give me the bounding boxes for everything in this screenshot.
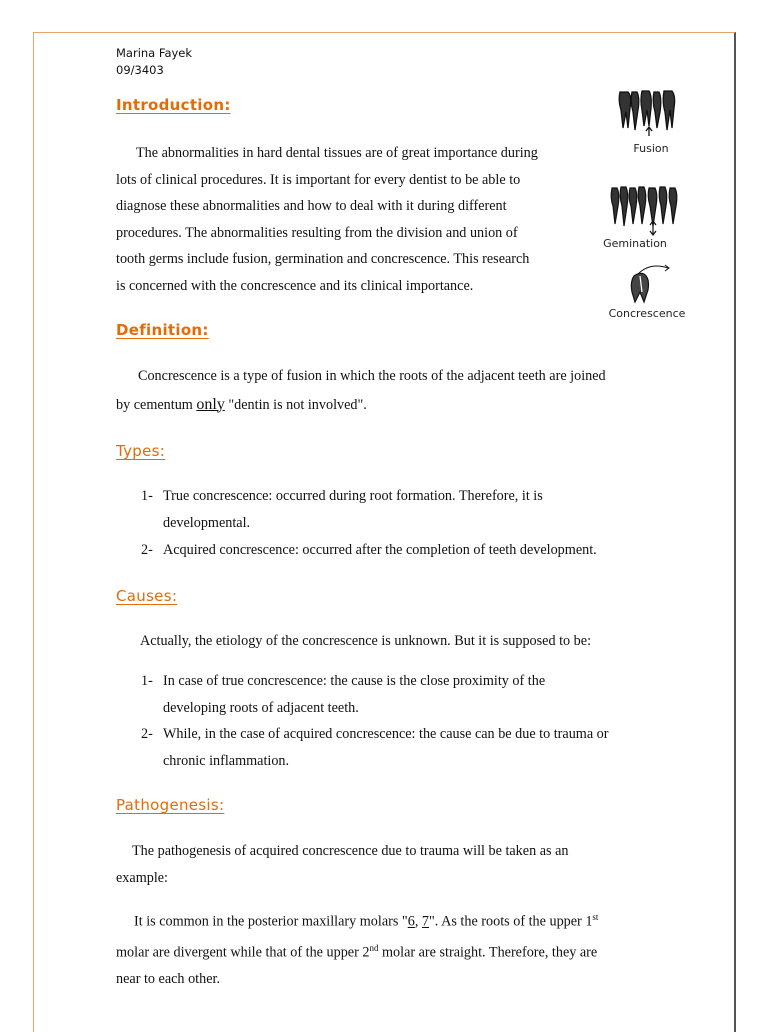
pathogenesis-paragraph-1 [116, 838, 676, 891]
gemination-caption: Gemination [603, 237, 667, 250]
pathogenesis-text: ". As the roots of the upper 1 [429, 913, 593, 930]
definition-text: by cementum [116, 396, 197, 413]
list-number: 2- [141, 726, 153, 742]
intro-line: lots of clinical procedures. It is important for every dentist to be able to [116, 171, 521, 188]
intro-line: tooth germs include fusion, germination and concrescence. This research [116, 251, 530, 267]
definition-line: Concrescence is a type of fusion in which the roots of the adjacent teeth are joined [138, 368, 606, 384]
concrescence-figure [608, 262, 688, 320]
causes-intro: Actually, the etiology of the concrescence is unknown. But it is supposed to be: [140, 633, 592, 649]
molar-seven: 7 [421, 913, 430, 930]
pathogenesis-line [116, 935, 676, 966]
pathogenesis-line: The pathogenesis of acquired concrescence due to trauma will be taken as an [132, 843, 569, 859]
list-item: Acquired concrescence: occurred after the completion of teeth development. [163, 542, 597, 558]
superscript-nd: nd [369, 943, 379, 954]
definition-heading: Definition: [116, 321, 209, 339]
concrescence-teeth-icon [608, 262, 678, 304]
list-number: 2- [141, 542, 153, 558]
definition-text: "dentin is not involved". [224, 396, 367, 413]
list-number: 1- [141, 488, 153, 504]
author-name: Marina Fayek [116, 46, 193, 60]
geminated-teeth-icon [608, 184, 684, 236]
fusion-figure [614, 88, 690, 155]
pathogenesis-line: near to each other. [116, 971, 220, 988]
types-list [0, 483, 768, 563]
gemination-figure [603, 184, 688, 250]
pathogenesis-paragraph-2 [116, 904, 676, 993]
molar-six: 6 [407, 913, 415, 930]
pathogenesis-line [116, 904, 676, 935]
intro-line: is concerned with the concrescence and its clinical importance. [116, 277, 474, 294]
pathogenesis-heading: Pathogenesis: [116, 796, 225, 814]
introduction-paragraph [116, 140, 586, 299]
definition-paragraph [116, 363, 676, 418]
pathogenesis-text: It is common in the posterior maxillary molars " [134, 913, 408, 930]
list-item: While, in the case of acquired concrescence: the cause can be due to trauma or [163, 726, 609, 742]
list-item: In case of true concrescence: the cause is the close proximity of the [163, 673, 546, 689]
fusion-caption: Fusion [633, 142, 669, 155]
list-item: True concrescence: occurred during root formation. Therefore, it is [163, 488, 543, 504]
list-item: developing roots of adjacent teeth. [163, 700, 359, 716]
emphasis-only: only [196, 395, 225, 413]
causes-list [0, 668, 768, 778]
pathogenesis-text: molar are straight. Therefore, they are [378, 944, 598, 961]
intro-line: procedures. The abnormalities resulting from the division and union of [116, 224, 518, 241]
list-item: developmental. [163, 515, 251, 531]
author-id: 09/3403 [116, 63, 164, 77]
definition-line [116, 392, 676, 419]
fused-teeth-icon [614, 88, 680, 138]
intro-line: diagnose these abnormalities and how to deal with it during different [116, 198, 507, 214]
types-heading: Types: [116, 442, 166, 460]
concrescence-caption: Concrescence [608, 307, 686, 320]
pathogenesis-text: molar are divergent while that of the upper 2 [116, 944, 370, 961]
pathogenesis-line: example: [116, 869, 168, 886]
list-item: chronic inflammation. [163, 753, 290, 769]
superscript-st: st [592, 912, 599, 922]
causes-heading: Causes: [116, 587, 178, 605]
pathogenesis-text: , [414, 913, 422, 930]
list-number: 1- [141, 673, 153, 689]
introduction-heading: Introduction: [116, 96, 231, 114]
intro-line: The abnormalities in hard dental tissues are of great importance during [136, 145, 538, 161]
